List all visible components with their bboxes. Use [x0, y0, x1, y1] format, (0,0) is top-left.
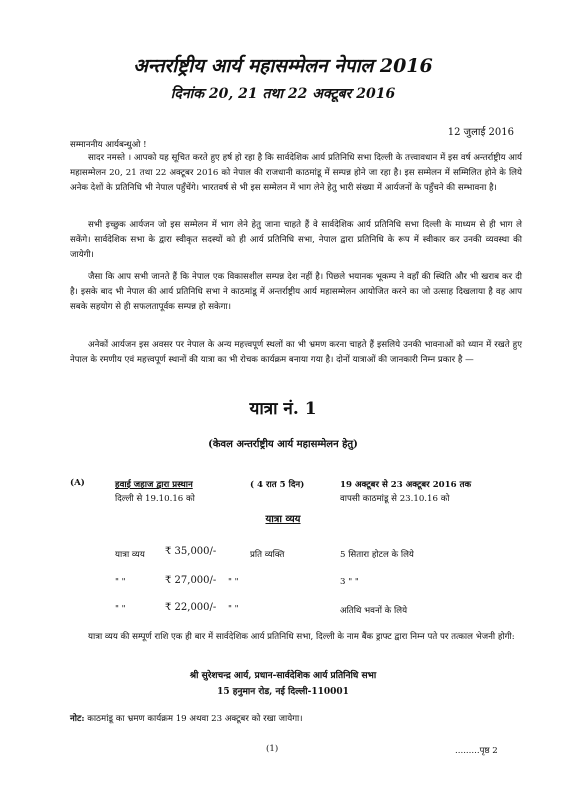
trip-marker: (A) — [70, 478, 85, 488]
note-text: काठमांडू का भ्रमण कार्यक्रम 19 अथवा 23 अक्टूबर को रखा जायेगा। — [87, 714, 303, 724]
paragraph-4: अनेकों आर्यजन इस अवसर पर नेपाल के अन्य महत्त्वपूर्ण स्थलों का भी भ्रमण करना चाहते हैं इसलिये उनकी भावनाओं को ध्यान में रखते हुए नेपाल के रमणीय एवं महत्त्वपूर्ण स्थानों की यात्रा का भी रोचक कार्यक्रम बनाया गया है। दोनों यात्राओं की जानकारी निम्न प्रकार है — — [70, 340, 522, 365]
document-title: अन्तर्राष्ट्रीय आर्य महासम्मेलन नेपाल 2016 — [133, 55, 433, 77]
trip-duration: ( 4 रात 5 दिन) — [250, 480, 305, 490]
cost-heading: यात्रा व्यय — [265, 514, 301, 525]
salutation: सम्माननीय आर्यबन्धुओ ! — [70, 140, 147, 150]
next-page-indicator: .........पृष्ठ 2 — [455, 746, 498, 756]
page-number: (1) — [266, 744, 279, 754]
paragraph-3: जैसा कि आप सभी जानते हैं कि नेपाल एक विकासशील सम्पन्न देश नहीं है। पिछले भयानक भूकम्प ने वहाँ की स्थिति और भी खराब कर दी है। इसके बाद भी नेपाल की आर्य प्रतिनिधि सभा ने काठमांडू में अन्तर्राष्ट्रीय आर्य महासम्मेलन आयोजित करने का जो उत्साह दिखलाया है वह आप सबके सहयोग से ही सफलतापूर्वक सम्पन्न हो सकेगा। — [70, 272, 523, 312]
trip-date-range: 19 अक्टूबर से 23 अक्टूबर 2016 तक — [340, 480, 472, 490]
trip-return: वापसी काठमांडू से 23.10.16 को — [340, 494, 450, 504]
event-dates: दिनांक 20, 21 तथा 22 अक्टूबर 2016 — [170, 86, 396, 102]
trip-mode: हवाई जहाज द्वारा प्रस्थान — [115, 480, 193, 490]
trip-departure: दिल्ली से 19.10.16 को — [115, 494, 195, 504]
cost-amount: ₹ 27,000/- — [165, 575, 217, 586]
cost-per: प्रति व्यक्ति — [250, 550, 285, 560]
cost-note: 3 " " — [340, 577, 359, 587]
cost-per: " " — [228, 604, 239, 614]
note-label: नोट: — [70, 714, 85, 724]
paragraph-2: सभी इच्छुक आर्यजन जो इस सम्मेलन में भाग लेने हेतु जाना चाहते हैं वे सार्वदेशिक आर्य प्रतिनिधि सभा दिल्ली के माध्यम से ही भाग ले सकेंगे। सार्वदेशिक सभा के द्वारा स्वीकृत सदस्यों को ही आर्य प्रतिनिधि सभा, नेपाल द्वारा प्रतिनिधि के रूप में स्वीकार कर उनकी व्यवस्था की जायेगी। — [70, 220, 522, 260]
paragraph-1: सादर नमस्ते । आपको यह सूचित करते हुए हर्ष हो रहा है कि सार्वदेशिक आर्य प्रतिनिधि सभा दिल्ली के तत्त्वावधान में इस वर्ष अन्तर्राष्ट्रीय आर्य महासम्मेलन 20, 21 तथा 22 अक्टूबर 2016 को नेपाल की राजधानी काठमांडू में सम्पन्न होने जा रहा है। इस सम्मेलन में सम्मिलित होने के लिये अनेक देशों के प्रतिनिधि भी नेपाल पहुँचेंगे। भारतवर्ष से भी इस सम्मेलन में भाग लेने हेतु भारी संख्या में आर्यजनों के पहुँचने की सम्भावना है। — [70, 153, 522, 193]
cost-note: 5 सितारा होटल के लिये — [340, 550, 414, 560]
cost-label: यात्रा व्यय — [115, 550, 145, 560]
note — [70, 712, 303, 724]
payment-instructions: यात्रा व्यय की सम्पूर्ण राशि एक ही बार में सार्वदेशिक आर्य प्रतिनिधि सभा, दिल्ली के नाम बैंक ड्राफ्ट द्वारा निम्न पते पर तत्काल भेजनी होगी: — [88, 632, 515, 642]
cost-note: अतिथि भवनों के लिये — [340, 606, 408, 616]
cost-amount: ₹ 35,000/- — [165, 546, 217, 557]
cost-label: " " — [115, 577, 126, 587]
yatra-title: यात्रा नं. 1 — [249, 399, 317, 419]
address-line-1: श्री सुरेशचन्द्र आर्य, प्रधान-सार्वदेशिक आर्य प्रतिनिधि सभा — [189, 671, 377, 681]
letter-date: 12 जुलाई 2016 — [447, 127, 514, 138]
cost-per: " " — [228, 577, 239, 587]
cost-amount: ₹ 22,000/- — [165, 602, 217, 613]
yatra-subtitle: (केवल अन्तर्राष्ट्रीय आर्य महासम्मेलन हेतु) — [208, 439, 358, 450]
address-line-2: 15 हनुमान रोड, नई दिल्ली-110001 — [217, 687, 349, 697]
cost-label: " " — [115, 604, 126, 614]
